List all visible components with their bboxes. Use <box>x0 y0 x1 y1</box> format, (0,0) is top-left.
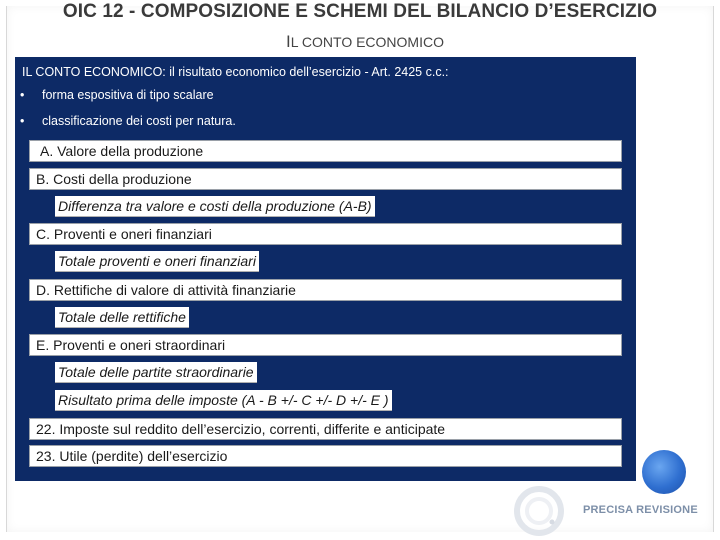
schema-row-b: B. Costi della produzione <box>29 168 622 190</box>
bullet-text: forma espositiva di tipo scalare <box>42 88 214 102</box>
bullet-dot: • <box>20 88 25 102</box>
schema-row-a: A. Valore della produzione <box>29 140 622 162</box>
schema-subtotal-c <box>29 251 622 273</box>
schema-subtotal-e <box>29 362 622 384</box>
schema-subtotal-d <box>29 307 622 329</box>
subtotal-text: Differenza tra valore e costi della produzione (A-B) <box>55 196 375 217</box>
subtitle-initial: I <box>286 32 291 51</box>
income-statement-schema <box>29 140 622 473</box>
bullet-item <box>20 88 214 102</box>
schema-row-e: E. Proventi e oneri straordinari <box>29 334 622 356</box>
subtotal-text: Totale delle partite straordinarie <box>55 362 257 383</box>
subtitle-rest: L CONTO ECONOMICO <box>290 34 444 50</box>
schema-pretax-result <box>29 390 622 412</box>
bullet-item <box>20 114 236 128</box>
subtotal-text: Risultato prima delle imposte (A - B +/- C +/- D +/- E ) <box>55 390 392 411</box>
bullet-dot: • <box>20 114 25 128</box>
schema-row-c: C. Proventi e oneri finanziari <box>29 223 622 245</box>
panel-intro: IL CONTO ECONOMICO: il risultato economico dell’esercizio - Art. 2425 c.c.: <box>22 65 449 79</box>
schema-row-22: 22. Imposte sul reddito dell’esercizio, correnti, differite e anticipate <box>29 418 622 440</box>
schema-subtotal-ab <box>29 196 622 218</box>
blue-circle-logo <box>642 450 686 494</box>
schema-row-d: D. Rettifiche di valore di attività finanziarie <box>29 279 622 301</box>
subtotal-text: Totale proventi e oneri finanziari <box>55 251 259 272</box>
slide-title: OIC 12 - COMPOSIZIONE E SCHEMI DEL BILANCIO D’ESERCIZIO <box>62 1 658 22</box>
brand-name: PRECISA REVISIONE <box>583 504 698 516</box>
schema-row-23: 23. Utile (perdite) dell’esercizio <box>29 445 622 467</box>
watermark-logo-icon <box>512 484 566 538</box>
bullet-text: classificazione dei costi per natura. <box>42 114 236 128</box>
subtotal-text: Totale delle rettifiche <box>55 307 189 328</box>
content-panel <box>15 57 636 481</box>
slide-subtitle <box>0 32 720 52</box>
